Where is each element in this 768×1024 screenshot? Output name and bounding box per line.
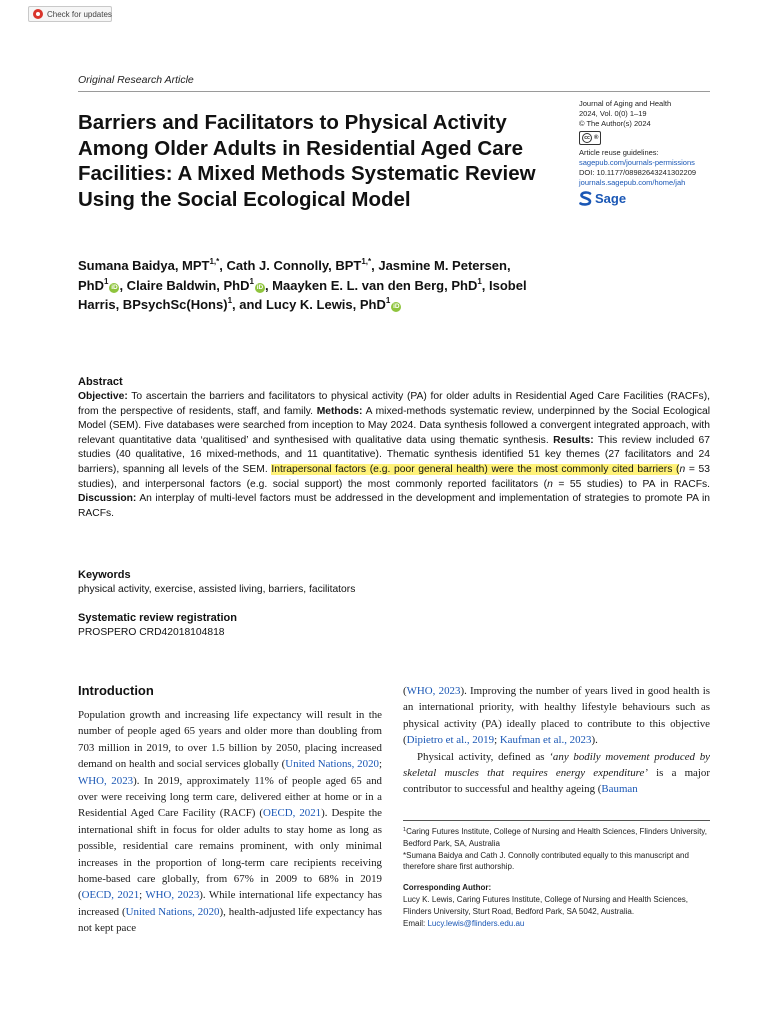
discussion-text: An interplay of multi-level factors must be addressed in the development and implementation of strategies to promote PA in RACFs. xyxy=(78,493,710,519)
publisher-logo xyxy=(579,191,719,206)
header-divider xyxy=(78,91,710,92)
body-text: ). xyxy=(591,734,598,747)
separator: ; xyxy=(139,889,146,902)
separator: ; xyxy=(494,734,500,747)
affiliation-text: Caring Futures Institute, College of Nursing and Health Sciences, Flinders University, Bedford Park, SA, Australia xyxy=(403,827,707,848)
sage-logo-icon xyxy=(579,191,592,206)
abstract-body xyxy=(78,390,710,521)
doi: DOI: 10.1177/08982643241302209 xyxy=(579,168,697,177)
author-name: , and Lucy K. Lewis, PhD xyxy=(232,297,386,312)
affiliation-marker: 1,* xyxy=(209,257,220,266)
affiliation-marker: 1 xyxy=(385,296,391,305)
email-line xyxy=(403,918,710,930)
objective-label: Objective: xyxy=(78,391,128,402)
creative-commons-icon xyxy=(579,131,601,145)
email-label: Email: xyxy=(403,918,428,928)
article-type: Original Research Article xyxy=(78,74,194,86)
citation-link[interactable]: WHO, 2023 xyxy=(406,685,461,697)
update-icon xyxy=(33,9,43,19)
journal-volume: 2024, Vol. 0(0) 1–19 xyxy=(579,109,647,118)
affiliation-marker: 1,* xyxy=(361,257,372,266)
n-symbol: n xyxy=(679,463,686,475)
affiliation-footnote xyxy=(403,826,710,850)
cc-symbol-icon: ® xyxy=(594,135,599,141)
body-text: ). In 2019, approximately 11% of people aged 65 and over were receiving long term care, delivered either at home or in a Residential Aged Care Facility (RACF) ( xyxy=(78,774,382,820)
author-list xyxy=(78,256,538,315)
intro-paragraph xyxy=(403,749,710,798)
body-text: Population growth and increasing life expectancy will result in the number of people aged 65 years and older more than doubling from 703 million in 2019, to over 1.5 billion by 2050, placing increased demand on health and social services globally ( xyxy=(78,709,382,771)
journal-info xyxy=(579,99,719,206)
permissions-link[interactable]: sagepub.com/journals-permissions xyxy=(579,158,695,167)
highlighted-text[interactable]: Intrapersonal factors (e.g. poor general health) were the most commonly cited barriers ( xyxy=(271,463,680,475)
footnotes xyxy=(403,826,710,929)
registration-text: PROSPERO CRD42018104818 xyxy=(78,627,225,638)
orcid-icon[interactable]: iD xyxy=(256,283,264,291)
corresponding-author-heading: Corresponding Author: xyxy=(403,883,492,893)
results-text: = 55 studies) to PA in RACFs. xyxy=(552,478,710,490)
body-text: ). While international life expectancy has increased ( xyxy=(78,889,382,918)
email-link[interactable]: Lucy.lewis@flinders.edu.au xyxy=(427,918,525,928)
citation-link[interactable]: OECD, 2021 xyxy=(81,889,140,902)
body-text: ( xyxy=(403,685,407,697)
n-symbol: n xyxy=(547,478,553,490)
definition-quote: ‘any bodily movement produced by skeletal muscles that requires energy expenditure’ xyxy=(403,750,711,780)
methods-label: Methods: xyxy=(316,405,363,417)
intro-left-column xyxy=(78,707,382,937)
article-title: Barriers and Facilitators to Physical Activity Among Older Adults in Residential Aged Care Facilities: A Mixed Methods Systematic Review Using the Social Ecological Model xyxy=(78,111,536,211)
citation-link[interactable]: WHO, 2023 xyxy=(145,889,200,902)
intro-paragraph xyxy=(403,683,710,749)
introduction-heading: Introduction xyxy=(78,683,154,698)
citation-link[interactable]: Kaufman et al., 2023 xyxy=(499,734,592,747)
citation-link[interactable]: Bauman xyxy=(601,783,638,796)
citation-link[interactable]: United Nations, 2020 xyxy=(125,905,220,918)
journal-home-link[interactable]: journals.sagepub.com/home/jah xyxy=(579,178,686,187)
results-text: This review included 67 studies (40 qualitative, 16 mixed-methods, and 11 quantitative). Thematic synthesis identified 51 key themes (27 facilitators and 24 barriers), spanning all levels of the SEM. xyxy=(78,434,710,475)
separator: ; xyxy=(378,758,382,771)
corresponding-author-details: Lucy K. Lewis, Caring Futures Institute, College of Nursing and Health Sciences, Flinders University, Sturt Road, Bedford Park, SA 5042, Australia. xyxy=(403,894,689,916)
affiliation-marker: 1 xyxy=(104,276,109,286)
results-text: = 53 studies), and interpersonal factors (e.g. social support) the most commonly reported facilitators ( xyxy=(78,463,710,490)
intro-right-column xyxy=(403,683,710,798)
intro-paragraph xyxy=(78,707,382,937)
body-text: is a major contributor to successful and healthy ageing ( xyxy=(403,767,710,796)
check-for-updates-label: Check for updates xyxy=(47,9,112,19)
author-name: , Jasmine M. Petersen, PhD xyxy=(78,258,511,293)
affiliation-marker: 1 xyxy=(403,827,407,833)
body-text: ). Improving the number of years lived in good health is an international priority, with healthy lifestyle behaviours such as physical activity (PA) ideally placed to contribute to this objective ( xyxy=(403,685,710,747)
publisher-name: Sage xyxy=(595,190,627,206)
citation-link[interactable]: Dipietro et al., 2019 xyxy=(406,734,495,747)
discussion-label: Discussion: xyxy=(78,493,137,505)
registration-heading: Systematic review registration xyxy=(78,612,237,624)
author-name: , Claire Baldwin, PhD xyxy=(119,277,250,293)
affiliation-marker: 1 xyxy=(249,276,254,286)
body-text: ). Despite the international shift in focus for older adults to stay home as long as possible, residential care remains prominent, with only minimal increases in the proportion of long-term care recipients receiving home-based care globally, from 67% in 2009 to 68% in 2019 ( xyxy=(78,807,382,902)
journal-copyright: © The Author(s) 2024 xyxy=(579,119,651,128)
abstract-heading: Abstract xyxy=(78,376,123,388)
citation-link[interactable]: OECD, 2021 xyxy=(263,807,322,820)
methods-text: A mixed-methods systematic review, underpinned by the Social Ecological Model (SEM). Five databases were searched from inception to May 2024. Data synthesis followed a convergent integrated approach, with relevant quantitative data ‘qualitised’ and synthesised with qualitative data using thematic synthesis. xyxy=(78,405,710,446)
reuse-label: Article reuse guidelines: xyxy=(579,148,659,157)
keywords-heading: Keywords xyxy=(78,569,131,581)
results-label: Results: xyxy=(553,434,594,446)
check-for-updates-button[interactable] xyxy=(28,6,112,22)
equal-contribution-note: *Sumana Baidya and Cath J. Connolly contributed equally to this manuscript and therefore share first authorship. xyxy=(403,850,689,872)
author-name: , Isobel Harris, BPsychSc(Hons) xyxy=(78,277,527,312)
keywords-text: physical activity, exercise, assisted living, barriers, facilitators xyxy=(78,584,356,595)
orcid-icon[interactable]: iD xyxy=(111,283,118,291)
body-text: ), health-adjusted life expectancy has not kept pace xyxy=(78,905,382,935)
author-name: , Cath J. Connolly, BPT xyxy=(219,258,362,273)
body-text: Physical activity, defined as xyxy=(417,750,550,763)
cc-circle-icon: cc xyxy=(582,133,592,143)
objective-text: To ascertain the barriers and facilitators to physical activity (PA) for older adults in Residential Aged Care Facilities (RACFs), from the perspective of residents, staff, and family. xyxy=(78,391,710,417)
citation-link[interactable]: WHO, 2023 xyxy=(78,774,134,787)
orcid-icon[interactable]: iD xyxy=(393,303,400,310)
affiliation-marker: 1 xyxy=(477,276,482,286)
footnote-divider xyxy=(403,820,710,821)
citation-link[interactable]: United Nations, 2020 xyxy=(285,758,379,771)
journal-name: Journal of Aging and Health xyxy=(579,99,672,108)
author-name: Sumana Baidya, MPT xyxy=(78,258,210,273)
author-name: , Maayken E. L. van den Berg, PhD xyxy=(264,277,478,293)
affiliation-marker: 1 xyxy=(227,296,233,305)
